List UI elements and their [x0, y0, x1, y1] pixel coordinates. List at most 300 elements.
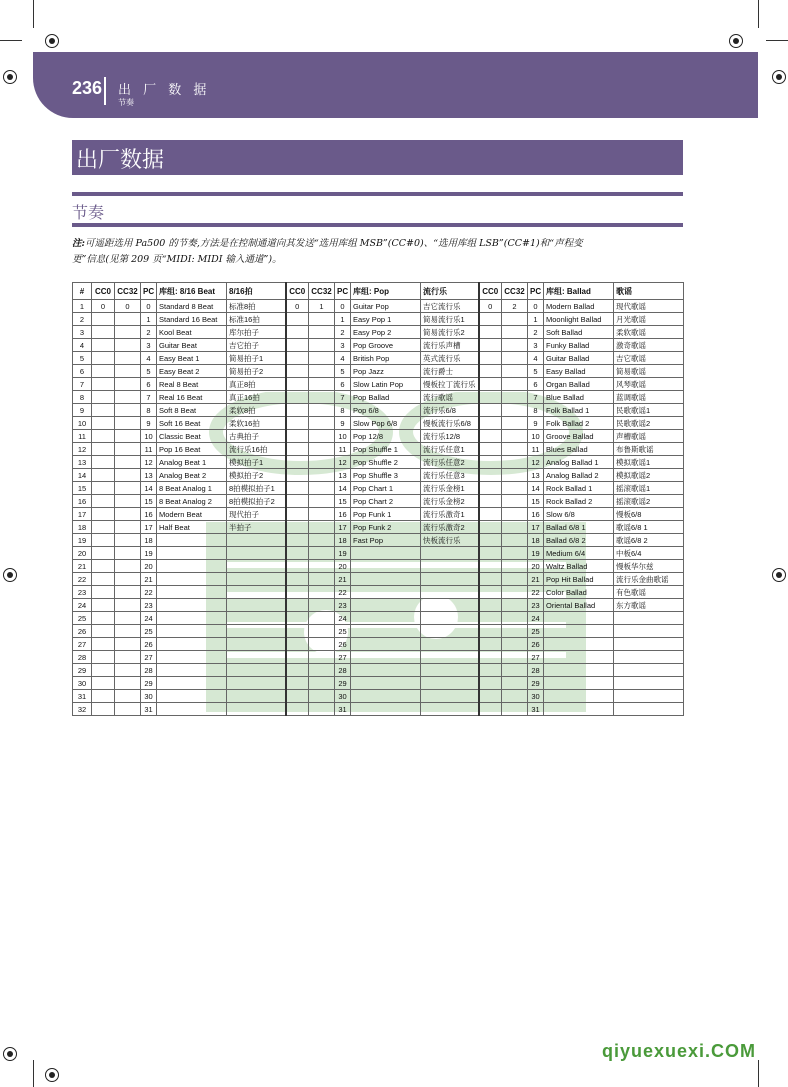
- row-number: 23: [73, 586, 92, 599]
- note-text-1: 可遥距选用 Pa500 的节奏,方法是在控制通道向其发送“选用库组 MSB”(CC#0)、“选用库组 LSB”(CC#1)和“声程变: [85, 238, 583, 249]
- rhythm-name-cn: 流行乐金曲歌谣: [614, 573, 684, 586]
- cc32-value: [502, 495, 528, 508]
- pc-value: 16: [141, 508, 157, 521]
- cc32-value: [309, 339, 335, 352]
- cc0-value: [92, 534, 115, 547]
- cc32-value: [115, 690, 141, 703]
- cc32-value: [115, 404, 141, 417]
- rhythm-name-cn: [614, 612, 684, 625]
- rhythm-name-en: [351, 560, 421, 573]
- rhythm-name-cn: 布鲁斯歌谣: [614, 443, 684, 456]
- col-num: #: [73, 283, 92, 300]
- rhythm-name-cn: [614, 690, 684, 703]
- row-number: 5: [73, 352, 92, 365]
- rhythm-name-en: Oriental Ballad: [544, 599, 614, 612]
- note-paragraph: [72, 236, 692, 268]
- pc-value: 13: [141, 469, 157, 482]
- pc-value: 8: [141, 404, 157, 417]
- rhythm-name-en: Analog Beat 1: [157, 456, 227, 469]
- cc32-value: [115, 456, 141, 469]
- rhythm-name-cn: [227, 651, 286, 664]
- rhythm-name-en: Easy Pop 2: [351, 326, 421, 339]
- cc0-value: [286, 430, 309, 443]
- cc0-value: [92, 365, 115, 378]
- cc0-value: [92, 313, 115, 326]
- rhythm-name-en: Pop Ballad: [351, 391, 421, 404]
- cc0-value: [479, 391, 502, 404]
- rhythm-name-en: [351, 690, 421, 703]
- cc0-value: [286, 547, 309, 560]
- cc0-value: [286, 313, 309, 326]
- col-pc: PC: [141, 283, 157, 300]
- rhythm-name-en: [351, 547, 421, 560]
- rhythm-name-en: Ballad 6/8 1: [544, 521, 614, 534]
- table-row: [73, 508, 684, 521]
- col-cc0: CC0: [286, 283, 309, 300]
- cc32-value: [502, 534, 528, 547]
- rhythm-name-en: British Pop: [351, 352, 421, 365]
- table-row: [73, 664, 684, 677]
- cc32-value: [502, 352, 528, 365]
- table-row: [73, 495, 684, 508]
- rhythm-name-cn: 有色歌谣: [614, 586, 684, 599]
- table-row: [73, 326, 684, 339]
- cc0-value: [479, 365, 502, 378]
- cc32-value: [502, 599, 528, 612]
- pc-value: 4: [528, 352, 544, 365]
- rhythm-name-cn: 吉它流行乐: [421, 300, 479, 313]
- pc-value: 12: [141, 456, 157, 469]
- cc0-value: [479, 625, 502, 638]
- rhythm-name-en: Modern Beat: [157, 508, 227, 521]
- cc32-value: [115, 586, 141, 599]
- cc0-value: [479, 534, 502, 547]
- cc32-value: [502, 521, 528, 534]
- note-line-1: [72, 236, 692, 252]
- cc0-value: [286, 651, 309, 664]
- registration-mark-icon: [3, 1047, 17, 1061]
- rhythm-name-cn: [227, 534, 286, 547]
- rhythm-name-en: Waltz Ballad: [544, 560, 614, 573]
- pc-value: 21: [141, 573, 157, 586]
- rhythm-name-cn: 快板流行乐: [421, 534, 479, 547]
- note-lead: 注:: [72, 238, 86, 249]
- pc-value: 6: [528, 378, 544, 391]
- cc32-value: [502, 560, 528, 573]
- cc0-value: [92, 326, 115, 339]
- rhythm-name-en: Slow 6/8: [544, 508, 614, 521]
- rhythm-name-cn: [421, 586, 479, 599]
- rhythm-name-en: Analog Beat 2: [157, 469, 227, 482]
- cc0-value: [92, 339, 115, 352]
- cc32-value: [502, 482, 528, 495]
- cc0-value: [286, 573, 309, 586]
- rhythm-name-cn: [614, 625, 684, 638]
- cc32-value: [309, 521, 335, 534]
- cc32-value: [502, 612, 528, 625]
- row-number: 9: [73, 404, 92, 417]
- cc32-value: [502, 664, 528, 677]
- cc32-value: [309, 404, 335, 417]
- cc0-value: [92, 378, 115, 391]
- cc0-value: [286, 677, 309, 690]
- cc32-value: [309, 443, 335, 456]
- cc32-value: [115, 612, 141, 625]
- rhythm-name-cn: 慢板6/8: [614, 508, 684, 521]
- rhythm-name-cn: [421, 677, 479, 690]
- pc-value: 18: [528, 534, 544, 547]
- cc32-value: [115, 625, 141, 638]
- cc0-value: [92, 352, 115, 365]
- pc-value: 9: [528, 417, 544, 430]
- cc32-value: [115, 508, 141, 521]
- pc-value: 5: [528, 365, 544, 378]
- cc0-value: [286, 690, 309, 703]
- rhythm-name-en: [157, 560, 227, 573]
- rhythm-name-en: [544, 625, 614, 638]
- rhythm-name-en: [157, 586, 227, 599]
- pc-value: 19: [528, 547, 544, 560]
- rhythm-name-en: [544, 677, 614, 690]
- pc-value: 1: [141, 313, 157, 326]
- cc32-value: [502, 456, 528, 469]
- pc-value: 20: [528, 560, 544, 573]
- note-line-2: 更”信息(见第 209 页“MIDI: MIDI 输入通道”)。: [72, 254, 282, 265]
- header-subtitle: 节奏: [118, 98, 134, 107]
- pc-value: 23: [335, 599, 351, 612]
- cc0-value: [479, 404, 502, 417]
- cc32-value: [115, 326, 141, 339]
- cc0-value: [92, 391, 115, 404]
- rhythm-name-en: Blue Ballad: [544, 391, 614, 404]
- cc0-value: [286, 521, 309, 534]
- registration-mark-icon: [45, 34, 59, 48]
- rhythm-name-en: [544, 612, 614, 625]
- cc0-value: [286, 586, 309, 599]
- rhythm-name-en: Color Ballad: [544, 586, 614, 599]
- rhythm-name-en: Rock Ballad 2: [544, 495, 614, 508]
- rhythm-name-cn: [421, 690, 479, 703]
- cc32-value: [502, 378, 528, 391]
- cc0-value: [92, 638, 115, 651]
- rhythm-name-cn: 慢板华尔兹: [614, 560, 684, 573]
- table-row: [73, 534, 684, 547]
- rhythm-name-cn: 声槽歌谣: [614, 430, 684, 443]
- pc-value: 19: [335, 547, 351, 560]
- cc32-value: [115, 443, 141, 456]
- rhythm-name-en: [157, 547, 227, 560]
- cc32-value: [309, 703, 335, 716]
- pc-value: 13: [528, 469, 544, 482]
- rhythm-name-cn: 风琴歌谣: [614, 378, 684, 391]
- pc-value: 28: [335, 664, 351, 677]
- pc-value: 7: [141, 391, 157, 404]
- rhythm-name-en: Easy Beat 1: [157, 352, 227, 365]
- pc-value: 30: [141, 690, 157, 703]
- cc32-value: [502, 586, 528, 599]
- cc0-value: [92, 456, 115, 469]
- pc-value: 27: [335, 651, 351, 664]
- rhythm-name-cn: [227, 573, 286, 586]
- rhythm-name-cn: 模拟拍子1: [227, 456, 286, 469]
- table-row: [73, 599, 684, 612]
- cc0-value: [286, 638, 309, 651]
- pc-value: 9: [141, 417, 157, 430]
- cc32-value: [502, 690, 528, 703]
- pc-value: 30: [528, 690, 544, 703]
- rhythm-name-en: Pop Hit Ballad: [544, 573, 614, 586]
- rhythm-name-en: Guitar Ballad: [544, 352, 614, 365]
- pc-value: 12: [528, 456, 544, 469]
- cc32-value: [115, 430, 141, 443]
- rhythm-name-en: Pop Shuffle 3: [351, 469, 421, 482]
- row-number: 17: [73, 508, 92, 521]
- pc-value: 24: [335, 612, 351, 625]
- rhythm-name-cn: 标准16拍: [227, 313, 286, 326]
- rhythm-name-en: [351, 612, 421, 625]
- pc-value: 31: [141, 703, 157, 716]
- rhythm-name-en: Pop Chart 1: [351, 482, 421, 495]
- crop-mark: [33, 1060, 34, 1087]
- pc-value: 30: [335, 690, 351, 703]
- cc32-value: [115, 495, 141, 508]
- col-group2-en: 库组: Pop: [351, 283, 421, 300]
- col-cc32: CC32: [502, 283, 528, 300]
- pc-value: 23: [141, 599, 157, 612]
- rhythm-name-cn: 慢板流行乐6/8: [421, 417, 479, 430]
- rhythm-name-cn: 库尔拍子: [227, 326, 286, 339]
- cc0-value: [479, 586, 502, 599]
- cc0-value: [92, 586, 115, 599]
- cc0-value: [92, 664, 115, 677]
- rhythm-name-en: Blues Ballad: [544, 443, 614, 456]
- cc32-value: [502, 547, 528, 560]
- pc-value: 4: [141, 352, 157, 365]
- table-row: [73, 612, 684, 625]
- rhythm-name-en: [157, 703, 227, 716]
- cc32-value: [502, 417, 528, 430]
- rhythm-name-cn: [421, 625, 479, 638]
- rhythm-name-cn: 民歌歌谣1: [614, 404, 684, 417]
- rhythm-name-en: Funky Ballad: [544, 339, 614, 352]
- cc0-value: [479, 326, 502, 339]
- cc0-value: [479, 495, 502, 508]
- rhythm-name-cn: [421, 599, 479, 612]
- rhythm-name-en: Real 16 Beat: [157, 391, 227, 404]
- row-number: 30: [73, 677, 92, 690]
- cc32-value: [309, 352, 335, 365]
- cc0-value: [286, 508, 309, 521]
- cc32-value: [115, 677, 141, 690]
- cc32-value: [309, 547, 335, 560]
- pc-value: 7: [528, 391, 544, 404]
- cc32-value: [502, 651, 528, 664]
- cc0-value: [92, 495, 115, 508]
- row-number: 12: [73, 443, 92, 456]
- cc0-value: [92, 651, 115, 664]
- table-row: [73, 690, 684, 703]
- rhythm-name-cn: 8拍模拟拍子2: [227, 495, 286, 508]
- rhythm-name-en: 8 Beat Analog 2: [157, 495, 227, 508]
- table-row: [73, 352, 684, 365]
- cc0-value: 0: [92, 300, 115, 313]
- rhythm-name-cn: 吉它拍子: [227, 339, 286, 352]
- rhythm-name-en: Standard 8 Beat: [157, 300, 227, 313]
- rhythm-factory-table: [72, 282, 684, 716]
- pc-value: 10: [141, 430, 157, 443]
- cc32-value: [115, 313, 141, 326]
- rhythm-name-cn: [227, 547, 286, 560]
- pc-value: 26: [528, 638, 544, 651]
- rhythm-name-cn: 简易流行乐2: [421, 326, 479, 339]
- pc-value: 21: [528, 573, 544, 586]
- cc0-value: [286, 456, 309, 469]
- col-cc32: CC32: [115, 283, 141, 300]
- row-number: 26: [73, 625, 92, 638]
- pc-value: 13: [335, 469, 351, 482]
- rhythm-name-en: [157, 573, 227, 586]
- pc-value: 5: [141, 365, 157, 378]
- rhythm-name-cn: [614, 703, 684, 716]
- table-row: [73, 625, 684, 638]
- cc32-value: [115, 521, 141, 534]
- cc32-value: [115, 573, 141, 586]
- cc0-value: [286, 339, 309, 352]
- cc0-value: [479, 638, 502, 651]
- col-pc: PC: [335, 283, 351, 300]
- cc0-value: [479, 677, 502, 690]
- table-header-row: [73, 283, 684, 300]
- rhythm-name-en: [544, 638, 614, 651]
- cc0-value: [479, 573, 502, 586]
- pc-value: 14: [528, 482, 544, 495]
- col-group2-cn: 流行乐: [421, 283, 479, 300]
- cc32-value: [309, 456, 335, 469]
- table-row: [73, 521, 684, 534]
- row-number: 19: [73, 534, 92, 547]
- row-number: 8: [73, 391, 92, 404]
- col-group3-en: 库组: Ballad: [544, 283, 614, 300]
- cc0-value: [92, 599, 115, 612]
- rhythm-name-cn: [227, 664, 286, 677]
- rhythm-name-en: [157, 664, 227, 677]
- cc32-value: [115, 378, 141, 391]
- rhythm-name-en: [351, 586, 421, 599]
- header-divider: [104, 77, 106, 105]
- cc32-value: [502, 313, 528, 326]
- pc-value: 0: [335, 300, 351, 313]
- cc0-value: 0: [479, 300, 502, 313]
- cc32-value: [502, 677, 528, 690]
- rhythm-name-cn: 流行乐激奇2: [421, 521, 479, 534]
- row-number: 7: [73, 378, 92, 391]
- rhythm-name-cn: 流行乐激奇1: [421, 508, 479, 521]
- table-row: [73, 469, 684, 482]
- cc32-value: [309, 469, 335, 482]
- rhythm-name-cn: 柔软16拍: [227, 417, 286, 430]
- rhythm-name-cn: 模拟歌谣2: [614, 469, 684, 482]
- cc32-value: [115, 534, 141, 547]
- pc-value: 8: [528, 404, 544, 417]
- section-rule: [72, 192, 683, 196]
- pc-value: 0: [141, 300, 157, 313]
- rhythm-name-en: Ballad 6/8 2: [544, 534, 614, 547]
- cc0-value: [479, 313, 502, 326]
- pc-value: 3: [141, 339, 157, 352]
- col-cc0: CC0: [92, 283, 115, 300]
- pc-value: 31: [335, 703, 351, 716]
- row-number: 31: [73, 690, 92, 703]
- rhythm-name-cn: 标准8拍: [227, 300, 286, 313]
- pc-value: 27: [141, 651, 157, 664]
- cc0-value: [479, 703, 502, 716]
- row-number: 1: [73, 300, 92, 313]
- table-row: [73, 703, 684, 716]
- pc-value: 0: [528, 300, 544, 313]
- cc0-value: [479, 651, 502, 664]
- crop-mark: [766, 40, 788, 41]
- rhythm-name-en: [157, 677, 227, 690]
- cc0-value: [479, 339, 502, 352]
- col-group1-en: 库组: 8/16 Beat: [157, 283, 227, 300]
- table-row: [73, 573, 684, 586]
- cc32-value: 1: [309, 300, 335, 313]
- rhythm-name-cn: [614, 677, 684, 690]
- cc0-value: [286, 391, 309, 404]
- cc0-value: [286, 625, 309, 638]
- pc-value: 25: [528, 625, 544, 638]
- table-row: [73, 339, 684, 352]
- cc32-value: [309, 690, 335, 703]
- cc0-value: [286, 703, 309, 716]
- rhythm-name-cn: 流行乐任意1: [421, 443, 479, 456]
- cc32-value: [115, 482, 141, 495]
- rhythm-name-cn: [421, 651, 479, 664]
- row-number: 21: [73, 560, 92, 573]
- rhythm-name-cn: 柔软8拍: [227, 404, 286, 417]
- pc-value: 16: [528, 508, 544, 521]
- pc-value: 5: [335, 365, 351, 378]
- rhythm-name-cn: [227, 625, 286, 638]
- row-number: 28: [73, 651, 92, 664]
- rhythm-name-cn: [421, 573, 479, 586]
- rhythm-name-en: [351, 664, 421, 677]
- rhythm-name-cn: 激奇歌谣: [614, 339, 684, 352]
- col-pc: PC: [528, 283, 544, 300]
- cc32-value: [309, 638, 335, 651]
- registration-mark-icon: [772, 70, 786, 84]
- cc32-value: [309, 430, 335, 443]
- row-number: 25: [73, 612, 92, 625]
- rhythm-name-en: [157, 534, 227, 547]
- rhythm-name-en: Pop Funk 1: [351, 508, 421, 521]
- cc0-value: [479, 430, 502, 443]
- rhythm-name-cn: 流行乐12/8: [421, 430, 479, 443]
- pc-value: 14: [335, 482, 351, 495]
- row-number: 20: [73, 547, 92, 560]
- table-row: [73, 456, 684, 469]
- rhythm-name-cn: 民歌歌谣2: [614, 417, 684, 430]
- cc0-value: [286, 664, 309, 677]
- rhythm-name-en: Half Beat: [157, 521, 227, 534]
- rhythm-name-cn: 流行乐声槽: [421, 339, 479, 352]
- rhythm-name-cn: 简易流行乐1: [421, 313, 479, 326]
- rhythm-name-en: Guitar Beat: [157, 339, 227, 352]
- rhythm-name-cn: [227, 586, 286, 599]
- rhythm-name-cn: 流行乐6/8: [421, 404, 479, 417]
- rhythm-name-cn: 古典拍子: [227, 430, 286, 443]
- rhythm-name-cn: [421, 703, 479, 716]
